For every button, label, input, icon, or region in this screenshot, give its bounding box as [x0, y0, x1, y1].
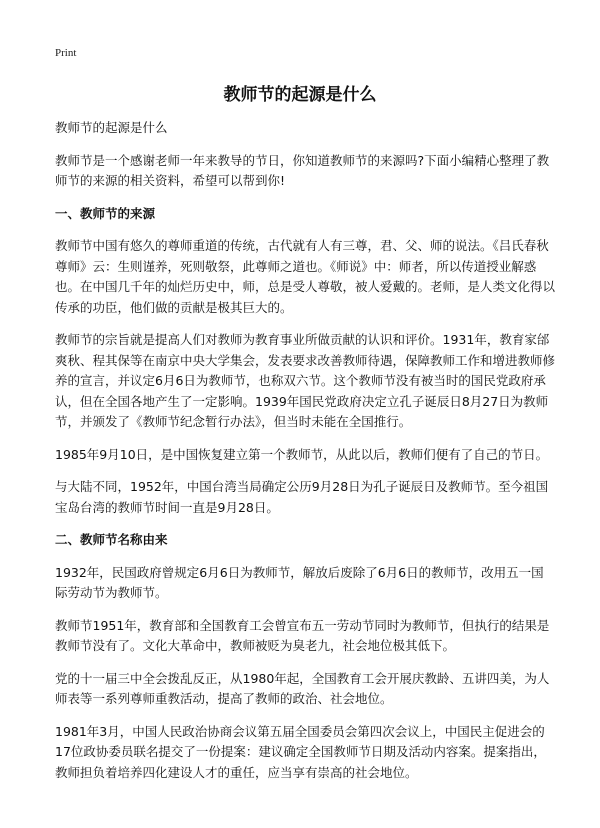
- paragraph: 1985年9月10日，是中国恢复建立第一个教师节，从此以后，教师们便有了自己的节日。: [55, 446, 549, 462]
- section-heading-origin: 一、教师节的来源: [55, 205, 156, 221]
- document-body: [55, 118, 555, 795]
- subtitle: 教师节的起源是什么: [55, 120, 168, 135]
- page-title: 教师节的起源是什么: [223, 85, 377, 105]
- paragraph: 1932年，民国政府曾规定6月6日为教师节，解放后废除了6月6日的教师节，改用五一国际劳动节为教师节。: [55, 564, 544, 600]
- paragraph: 党的十一届三中全会拨乱反正，从1980年起，全国教育工会开展庆教龄、五讲四美，为人师表等一系列尊师重教活动，提高了教师的政治、社会地位。: [55, 670, 550, 706]
- paragraph: 教师节1951年，教育部和全国教育工会曾宣布五一劳动节同时为教师节，但执行的结果是教师节没有了。文化大革命中，教师被贬为臭老九，社会地位极其低下。: [55, 617, 550, 653]
- intro-paragraph: 教师节是一个感谢老师一年来教导的节日，你知道教师节的来源吗?下面小编精心整理了教师节的来源的相关资料，希望可以帮到你!: [55, 152, 550, 188]
- paragraph: 教师节中国有悠久的尊师重道的传统，古代就有人有三尊，君、父、师的说法。《吕氏春秋尊师》云：生则谨养，死则敬祭，此尊师之道也。《师说》中：师者，所以传道授业解惑也。在中国几千年的灿烂历史中，师，总是受人尊敬，被人爱戴的。老师，是人类文化得以传承的功臣，他们做的贡献是极其巨大的。: [55, 238, 556, 315]
- section-heading-name-origin: 二、教师节名称由来: [55, 532, 168, 547]
- paragraph: 教师节的宗旨就是提高人们对教师为教育事业所做贡献的认识和评价。1931年，教育家邰爽秋、程其保等在南京中央大学集会，发表要求改善教师待遇，保障教师工作和增进教师修养的宣言，并议定6月6日为教师节，也称双六节。这个教师节没有被当时的国民党政府承认，但在全国各地产生了一定影响。1939年国民党政府决定立孔子诞辰日8月27日为教师节，并颁发了《教师节纪念暂行办法》，但当时未能在全国推行。: [55, 332, 556, 429]
- paragraph: 1981年3月，中国人民政治协商会议第五届全国委员会第四次会议上，中国民主促进会的17位政协委员联名提交了一份提案：建议确定全国教师节日期及活动内容案。提案指出，教师担负着培养四化建设人才的重任，应当享有崇高的社会地位。: [55, 723, 546, 780]
- print-label: Print: [55, 47, 77, 59]
- paragraph: 与大陆不同，1952年，中国台湾当局确定公历9月28日为孔子诞辰日及教师节。至今祖国宝岛台湾的教师节时间一直是9月28日。: [55, 479, 549, 515]
